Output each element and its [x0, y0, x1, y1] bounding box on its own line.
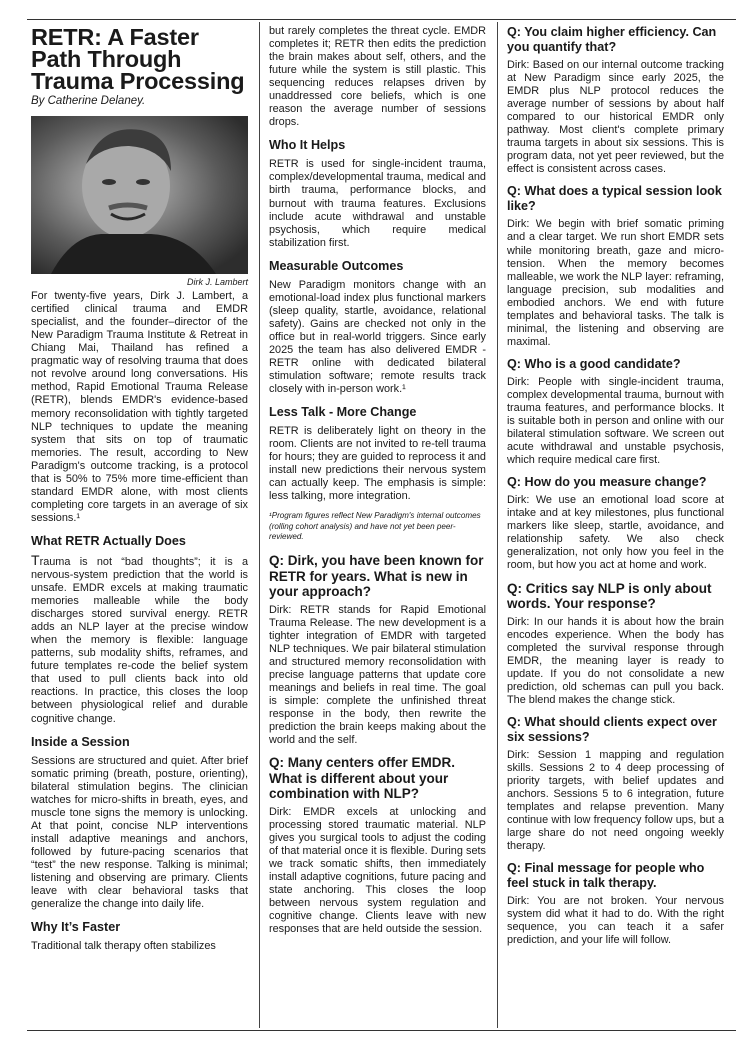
question: Q: You claim higher efficiency. Can you quantify that?	[507, 25, 717, 54]
question: Q: How do you measure change?	[507, 475, 707, 490]
heading-less-talk: Less Talk - More Change	[269, 405, 417, 420]
question: Q: Dirk, you have been known for RETR for years. What is new in your approach?	[269, 553, 484, 600]
paragraph-what	[31, 551, 248, 726]
column-divider	[497, 22, 498, 1028]
intro-paragraph: For twenty-five years, Dirk J. Lambert, a certified clinical trauma and EMDR specialist, and the founder–director of the New Paradigm Trauma Institute & Retreat in Chiang Mai, Thailand has refined a pragmatic way of resolving trauma that does not revolve around long conversations. His method, Rapid Emotional Trauma Release (RETR), blends EMDR's evidence-based memory reconsolidation with tightly targeted NLP techniques to update the meaning system that sits on top of traumatic memories. The result, according to New Paradigm's outcome tracking, is a protocol that is 50% to 75% more time-efficient than standard EMDR alone, with most clients completing core targets in an average of six sessions.¹	[31, 290, 248, 524]
byline: By Catherine Delaney.	[31, 95, 146, 107]
answer: Dirk: RETR stands for Rapid Emotional Trauma Release. The new development is a tighter integration of EMDR with targeted NLP techniques. We pair bilateral stimulation and structured memory reconsolidation with precise language patterns that update core meanings and beliefs in real time. The goal is simple: complete the unfinished threat response in the body, then rewrite the prediction the brain keeps making about the world and the self.	[269, 603, 486, 746]
portrait-photo	[31, 116, 248, 274]
top-rule	[27, 19, 736, 20]
answer: Dirk: We use an emotional load score at intake and at key milestones, plus functional markers like sleep, startle, avoidance, and relationship safety. We also check generalization, not only how you feel in the room, but how you act at home and work.	[507, 494, 724, 572]
column-divider	[259, 22, 260, 1028]
column-1	[31, 22, 248, 953]
paragraph-inside: Sessions are structured and quiet. After brief somatic priming (breath, posture, orienting), bilateral stimulation begins. The clinician watches for micro-shifts in breath, eyes, and muscle tone signs the memory is unlocking. At that point, concise NLP interventions install adaptive meanings and anchors, followed by future-pacing scenarios that “test” the new response. Talking is minimal; listening and observing are primary. Clients leave with clear behavioral tasks that generalize the change into daily life.	[31, 754, 248, 911]
article-title: RETR: A Faster Path Through Trauma Processing	[31, 24, 245, 94]
photo-caption: Dirk J. Lambert	[186, 277, 248, 288]
column-3	[507, 22, 724, 947]
question: Q: What should clients expect over six sessions?	[507, 714, 717, 744]
question: Q: What does a typical session look like?	[507, 184, 722, 214]
bottom-rule	[27, 1030, 736, 1031]
paragraph-why: but rarely completes the threat cycle. EMDR completes it; RETR then edits the prediction the brain makes about self, others, and the future while the system is still plastic. This sequencing reduces relapses driven by unaddressed core beliefs, which is one reason the average number of sessions drops.	[269, 25, 486, 129]
paragraph-measurable: New Paradigm monitors change with an emotional-load index plus functional markers (sleep quality, startle, avoidance, relational safety). Gains are checked not only in the office but in real-world triggers. Since early 2025 the team has also delivered EMDR - RETR online with dedicated bilateral stimulation software; remote results track closely with in-person work.¹	[269, 278, 486, 396]
column-2	[269, 22, 486, 936]
drop-cap: T	[31, 551, 40, 568]
answer: Dirk: Based on our internal outcome tracking at New Paradigm since early 2025, the EMDR plus NLP protocol reduces the average number of sessions by about half compared to our historical EMDR only pathway. Most client's complete primary trauma targets in about six sessions. This is program data, not yet peer reviewed, but the effect is consistent across cases.	[507, 59, 724, 176]
heading-measurable: Measurable Outcomes	[269, 258, 404, 273]
paragraph-what-body: rauma is not “bad thoughts”; it is a nervous-system prediction that the world is unsafe. EMDR excels at making traumatic memories malleable while the body discharges stored survival energy. RETR adds an NLP layer at the precise window when the memory is flexible: language patterns, sub modality shifts, reframes, and future templates re-code the belief system that used to pull clients back into old reactions. In practice, this closes the loop between physiological relief and durable cognitive change.	[31, 555, 248, 725]
answer: Dirk: You are not broken. Your nervous system did what it had to do. With the right sequence, you can teach it a safer prediction, and your life will follow.	[507, 895, 724, 947]
footnote: ¹Program figures reflect New Paradigm's internal outcomes (rolling cohort analysis) and have not yet been peer-reviewed.	[269, 511, 481, 541]
answer: Dirk: EMDR excels at unlocking and processing stored traumatic material. NLP gives you surgical tools to adjust the coding of that material once it is flexible. During sets we track somatic shifts, then immediately install adaptive cognitions, future pacing and state anchoring. This closes the loop between nervous system regulation and cognitive change. Clients leave with new responses that are held outside the session.	[269, 805, 486, 935]
answer: Dirk: In our hands it is about how the brain encodes experience. When the body has completed the survival response through EMDR, the meaning layer is ready to update. If you do not consolidate a new prediction, old schemas can pull you back. The blend makes the change stick.	[507, 615, 724, 706]
answer: Dirk: We begin with brief somatic priming and a clear target. We run short EMDR sets while monitoring breath, gaze and micro-tension. When the memory becomes malleable, we work the NLP layer: reframing, language precision, sub modalities and embodied anchors. We end with future templates and behavioral tasks. The talk is minimal, the listening and observing are maximal.	[507, 218, 724, 348]
question: Q: Who is a good candidate?	[507, 356, 681, 371]
heading-who: Who It Helps	[269, 138, 346, 153]
question: Q: Critics say NLP is only about words. Your response?	[507, 580, 712, 611]
paragraph-who: RETR is used for single-incident trauma, complex/developmental trauma, medical and birth trauma, performance blocks, and burnout with trauma features. Exclusions include acute withdrawal and unstable psychosis, which require medical stabilization first.	[269, 158, 486, 249]
heading-inside: Inside a Session	[31, 734, 130, 749]
question: Q: Final message for people who feel stuck in talk therapy.	[507, 861, 705, 891]
paragraph-why-start: Traditional talk therapy often stabilizes	[31, 940, 216, 953]
heading-why: Why It’s Faster	[31, 920, 121, 935]
paragraph-less-talk: RETR is deliberately light on theory in the room. Clients are not invited to re-tell trauma for hours; they are guided to reprocess it and install new predictions their nervous system can actually keep. The emphasis is simple: less talking, more integration.	[269, 425, 486, 503]
answer: Dirk: People with single-incident trauma, complex developmental trauma, burnout with trauma features, and performance blocks. It is suitable both in person and online with our bilateral stimulation software. We screen out acute withdrawal and unstable psychosis, which require medical care first.	[507, 375, 724, 467]
portrait-illustration	[31, 116, 248, 274]
heading-what: What RETR Actually Does	[31, 533, 186, 548]
question: Q: Many centers offer EMDR. What is different about your combination with NLP?	[269, 755, 456, 802]
answer: Dirk: Session 1 mapping and regulation skills. Sessions 2 to 4 deep processing of priority targets, with belief updates and anchors. Sessions 5 to 6 integration, future templates and relapse prevention. Many continue with low frequency follow ups, but a large share do not need ongoing weekly therapy.	[507, 748, 724, 853]
